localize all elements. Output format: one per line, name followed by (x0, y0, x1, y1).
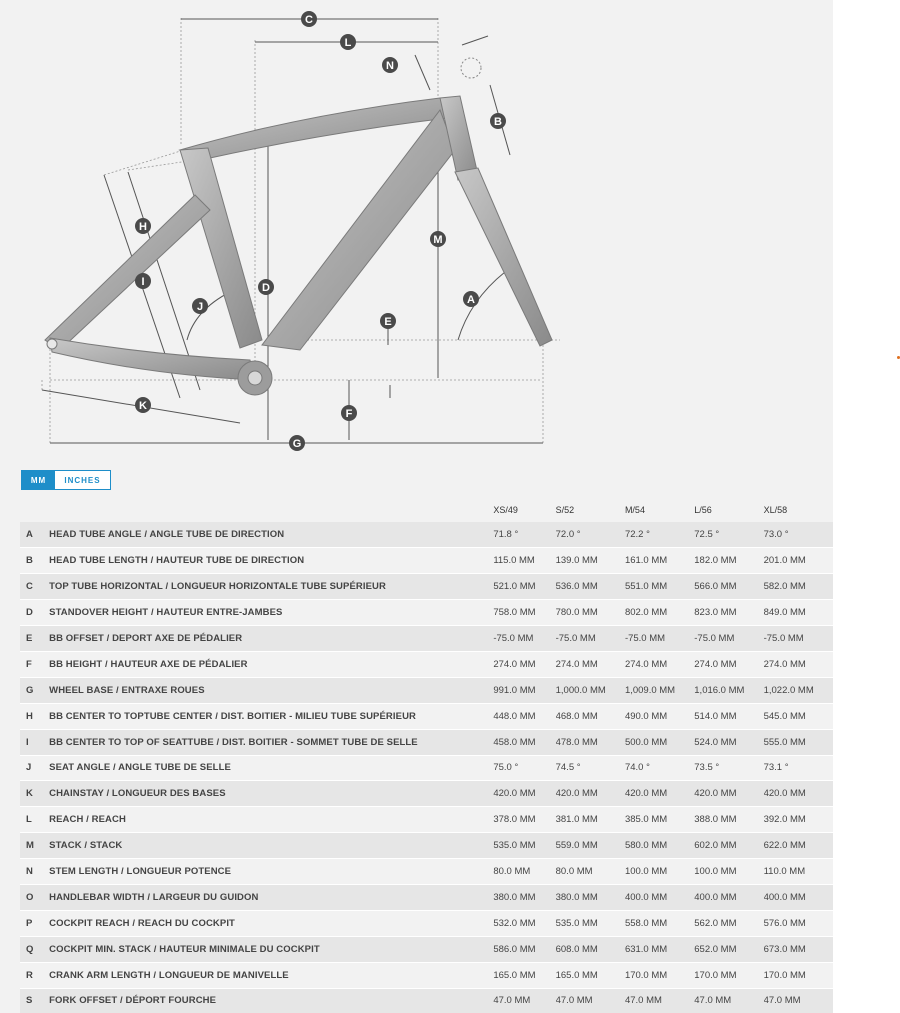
row-size-value: 420.0 MM (624, 788, 668, 800)
column-header-size: M/54 (624, 504, 645, 515)
row-size-value: 524.0 MM (694, 736, 737, 748)
row-measurement-label: TOP TUBE HORIZONTAL / LONGUEUR HORIZONTALE TUBE SUPÉRIEUR (49, 581, 386, 593)
row-measurement-label: STACK / STACK (49, 840, 123, 852)
table-row (20, 884, 833, 910)
row-letter: A (26, 529, 33, 541)
geometry-table (20, 497, 833, 1013)
callout-k-icon (135, 397, 151, 413)
row-measurement-label: HEAD TUBE ANGLE / ANGLE TUBE DE DIRECTION (49, 529, 285, 541)
row-size-value: 802.0 MM (624, 607, 668, 619)
row-size-value: -75.0 MM (694, 633, 735, 644)
row-size-value: 420.0 MM (493, 788, 536, 800)
svg-text:L: L (344, 37, 352, 49)
row-size-value: 170.0 MM (624, 969, 668, 981)
table-row (20, 859, 833, 885)
table-row (20, 988, 833, 1013)
table-header-row (20, 497, 833, 522)
row-size-value: 400.0 MM (624, 891, 668, 903)
row-size-value: 586.0 MM (493, 943, 536, 955)
row-measurement-label: STANDOVER HEIGHT / HAUTEUR ENTRE-JAMBES (49, 607, 283, 619)
row-size-value: 100.0 MM (624, 866, 668, 878)
table-row (20, 626, 833, 652)
svg-text:J: J (196, 301, 204, 313)
units-inches-button[interactable]: INCHES (55, 471, 110, 489)
row-measurement-label: BB CENTER TO TOPTUBE CENTER / DIST. BOITIER - MILIEU TUBE SUPÉRIEUR (49, 710, 416, 722)
table-row (20, 574, 833, 600)
table-row (20, 781, 833, 807)
table-row (20, 962, 833, 988)
row-size-value: 47.0 MM (493, 995, 531, 1007)
row-size-value: 823.0 MM (694, 607, 737, 619)
row-size-value: 170.0 MM (763, 969, 806, 981)
row-size-value: 576.0 MM (763, 917, 806, 929)
row-size-value: 274.0 MM (694, 658, 737, 670)
row-letter: Q (26, 943, 34, 955)
row-size-value: 71.8 ° (493, 529, 519, 541)
row-size-value: 381.0 MM (555, 814, 598, 826)
row-size-value: 849.0 MM (763, 607, 806, 619)
row-letter: L (26, 814, 32, 826)
row-size-value: 448.0 MM (493, 710, 536, 722)
dimension-lines (42, 19, 543, 443)
row-measurement-label: HANDLEBAR WIDTH / LARGEUR DU GUIDON (49, 891, 259, 903)
row-letter: P (26, 917, 33, 929)
row-size-value: 80.0 MM (555, 866, 593, 878)
row-letter: E (26, 633, 33, 644)
row-size-value: -75.0 MM (763, 633, 804, 644)
svg-text:N: N (386, 60, 394, 72)
column-header-size: L/56 (694, 504, 712, 515)
column-header-measurement (49, 497, 493, 522)
row-size-value: 673.0 MM (763, 943, 806, 955)
row-measurement-label: CHAINSTAY / LONGUEUR DES BASES (49, 788, 226, 800)
row-size-value: 73.5 ° (694, 762, 720, 774)
row-size-value: 1,000.0 MM (555, 684, 606, 696)
row-measurement-label: REACH / REACH (49, 814, 126, 826)
column-header-size: XL/58 (763, 504, 788, 515)
row-size-value: 631.0 MM (624, 943, 668, 955)
row-letter: C (26, 581, 33, 593)
row-size-value: 47.0 MM (624, 995, 662, 1007)
row-letter: B (26, 555, 33, 567)
row-size-value: 380.0 MM (555, 891, 598, 903)
row-size-value: 458.0 MM (493, 736, 536, 748)
column-header-letter (20, 497, 49, 522)
row-measurement-label: COCKPIT MIN. STACK / HAUTEUR MINIMALE DU COCKPIT (49, 943, 320, 955)
row-measurement-label: HEAD TUBE LENGTH / HAUTEUR TUBE DE DIRECTION (49, 555, 305, 567)
row-measurement-label: CRANK ARM LENGTH / LONGUEUR DE MANIVELLE (49, 969, 289, 981)
row-size-value: 780.0 MM (555, 607, 598, 619)
row-size-value: 478.0 MM (555, 736, 598, 748)
callout-e-icon (380, 313, 396, 329)
row-size-value: 535.0 MM (555, 917, 598, 929)
row-size-value: 536.0 MM (555, 581, 598, 593)
row-size-value: 521.0 MM (493, 581, 536, 593)
table-row (20, 600, 833, 626)
row-size-value: -75.0 MM (555, 633, 596, 644)
row-size-value: 1,016.0 MM (694, 684, 745, 696)
row-size-value: 100.0 MM (694, 866, 737, 878)
row-size-value: 274.0 MM (624, 658, 668, 670)
row-size-value: 201.0 MM (763, 555, 806, 567)
table-row (20, 833, 833, 859)
table-row (20, 729, 833, 755)
table-row (20, 548, 833, 574)
table-row (20, 677, 833, 703)
callout-n-icon (382, 57, 398, 73)
row-size-value: 72.0 ° (555, 529, 581, 541)
geometry-table-body (20, 522, 833, 1013)
row-size-value: 580.0 MM (624, 840, 668, 852)
svg-text:F: F (345, 408, 353, 420)
callout-a-icon (463, 291, 479, 307)
row-letter: F (26, 658, 32, 670)
svg-text:M: M (433, 234, 443, 246)
row-size-value: 182.0 MM (694, 555, 737, 567)
svg-text:A: A (467, 294, 475, 306)
row-size-value: 1,022.0 MM (763, 684, 814, 696)
row-size-value: 420.0 MM (555, 788, 598, 800)
row-size-value: 400.0 MM (763, 891, 806, 903)
callout-d-icon (258, 279, 274, 295)
row-letter: D (26, 607, 33, 619)
row-size-value: 380.0 MM (493, 891, 536, 903)
row-size-value: 602.0 MM (694, 840, 737, 852)
svg-text:B: B (494, 116, 502, 128)
row-size-value: 582.0 MM (763, 581, 806, 593)
dimension-guides (42, 18, 560, 445)
row-letter: G (26, 684, 34, 696)
row-size-value: 562.0 MM (694, 917, 737, 929)
row-measurement-label: WHEEL BASE / ENTRAXE ROUES (49, 684, 205, 696)
callout-i-icon (135, 273, 151, 289)
table-row (20, 651, 833, 677)
row-size-value: -75.0 MM (624, 633, 666, 644)
row-size-value: 47.0 MM (555, 995, 593, 1007)
row-letter: M (26, 840, 34, 852)
units-toggle[interactable] (21, 470, 111, 490)
row-size-value: 566.0 MM (694, 581, 737, 593)
callout-l-icon (340, 34, 356, 50)
row-size-value: 532.0 MM (493, 917, 536, 929)
row-measurement-label: BB CENTER TO TOP OF SEATTUBE / DIST. BOITIER - SOMMET TUBE DE SELLE (49, 736, 418, 748)
row-size-value: 545.0 MM (763, 710, 806, 722)
row-size-value: -75.0 MM (493, 633, 534, 644)
row-size-value: 468.0 MM (555, 710, 598, 722)
row-size-value: 80.0 MM (493, 866, 531, 878)
row-letter: K (26, 788, 33, 800)
row-size-value: 420.0 MM (694, 788, 737, 800)
row-letter: J (26, 762, 32, 774)
row-size-value: 490.0 MM (624, 710, 668, 722)
svg-text:E: E (384, 316, 392, 328)
table-row (20, 807, 833, 833)
row-size-value: 758.0 MM (493, 607, 536, 619)
row-size-value: 400.0 MM (694, 891, 737, 903)
row-size-value: 1,009.0 MM (624, 684, 676, 696)
row-letter: N (26, 866, 33, 878)
row-size-value: 558.0 MM (624, 917, 668, 929)
row-size-value: 535.0 MM (493, 840, 536, 852)
row-size-value: 73.1 ° (763, 762, 789, 774)
callout-c-icon (301, 11, 317, 27)
svg-text:D: D (262, 282, 270, 294)
column-header-size: S/52 (555, 504, 575, 515)
row-size-value: 74.0 ° (624, 762, 650, 774)
row-letter: R (26, 969, 33, 981)
row-size-value: 274.0 MM (763, 658, 806, 670)
svg-text:K: K (139, 400, 147, 412)
row-size-value: 47.0 MM (763, 995, 801, 1007)
row-letter: I (26, 736, 29, 748)
row-size-value: 74.5 ° (555, 762, 581, 774)
bike-frame (45, 96, 552, 395)
callout-h-icon (135, 218, 151, 234)
svg-text:G: G (292, 438, 302, 450)
svg-text:H: H (139, 221, 147, 233)
row-measurement-label: BB OFFSET / DEPORT AXE DE PÉDALIER (49, 633, 243, 644)
callout-f-icon (341, 405, 357, 421)
row-size-value: 72.5 ° (694, 529, 720, 541)
units-mm-button[interactable]: MM (22, 471, 55, 489)
callout-j-icon (192, 298, 208, 314)
table-row (20, 936, 833, 962)
row-letter: S (26, 995, 33, 1007)
row-size-value: 378.0 MM (493, 814, 536, 826)
row-size-value: 274.0 MM (555, 658, 598, 670)
row-size-value: 385.0 MM (624, 814, 668, 826)
row-size-value: 555.0 MM (763, 736, 806, 748)
row-size-value: 170.0 MM (694, 969, 737, 981)
column-header-size: XS/49 (493, 504, 518, 515)
row-size-value: 161.0 MM (624, 555, 668, 567)
row-size-value: 110.0 MM (763, 866, 806, 878)
row-size-value: 392.0 MM (763, 814, 806, 826)
row-size-value: 514.0 MM (694, 710, 737, 722)
row-measurement-label: SEAT ANGLE / ANGLE TUBE DE SELLE (49, 762, 231, 774)
row-letter: H (26, 710, 33, 722)
svg-text:I: I (141, 276, 145, 288)
row-size-value: 500.0 MM (624, 736, 668, 748)
table-row (20, 703, 833, 729)
row-measurement-label: STEM LENGTH / LONGUEUR POTENCE (49, 866, 232, 878)
table-row (20, 910, 833, 936)
row-measurement-label: FORK OFFSET / DÉPORT FOURCHE (49, 995, 217, 1007)
row-size-value: 388.0 MM (694, 814, 737, 826)
row-size-value: 47.0 MM (694, 995, 732, 1007)
callouts (135, 11, 506, 451)
row-size-value: 551.0 MM (624, 581, 668, 593)
row-letter: O (26, 891, 34, 903)
row-size-value: 75.0 ° (493, 762, 519, 774)
row-size-value: 274.0 MM (493, 658, 536, 670)
row-size-value: 73.0 ° (763, 529, 789, 541)
table-row (20, 755, 833, 781)
table-row (20, 522, 833, 548)
callout-g-icon (289, 435, 305, 451)
row-size-value: 139.0 MM (555, 555, 598, 567)
row-size-value: 165.0 MM (555, 969, 598, 981)
row-size-value: 622.0 MM (763, 840, 806, 852)
row-size-value: 559.0 MM (555, 840, 598, 852)
row-size-value: 115.0 MM (493, 555, 535, 567)
frame-geometry-diagram (0, 0, 833, 460)
row-size-value: 165.0 MM (493, 969, 536, 981)
svg-text:C: C (305, 14, 313, 26)
row-size-value: 72.2 ° (624, 529, 650, 541)
row-size-value: 608.0 MM (555, 943, 598, 955)
row-size-value: 991.0 MM (493, 684, 536, 696)
row-size-value: 420.0 MM (763, 788, 806, 800)
callout-m-icon (430, 231, 446, 247)
row-measurement-label: COCKPIT REACH / REACH DU COCKPIT (49, 917, 235, 929)
row-measurement-label: BB HEIGHT / HAUTEUR AXE DE PÉDALIER (49, 658, 248, 670)
row-size-value: 652.0 MM (694, 943, 737, 955)
callout-b-icon (490, 113, 506, 129)
